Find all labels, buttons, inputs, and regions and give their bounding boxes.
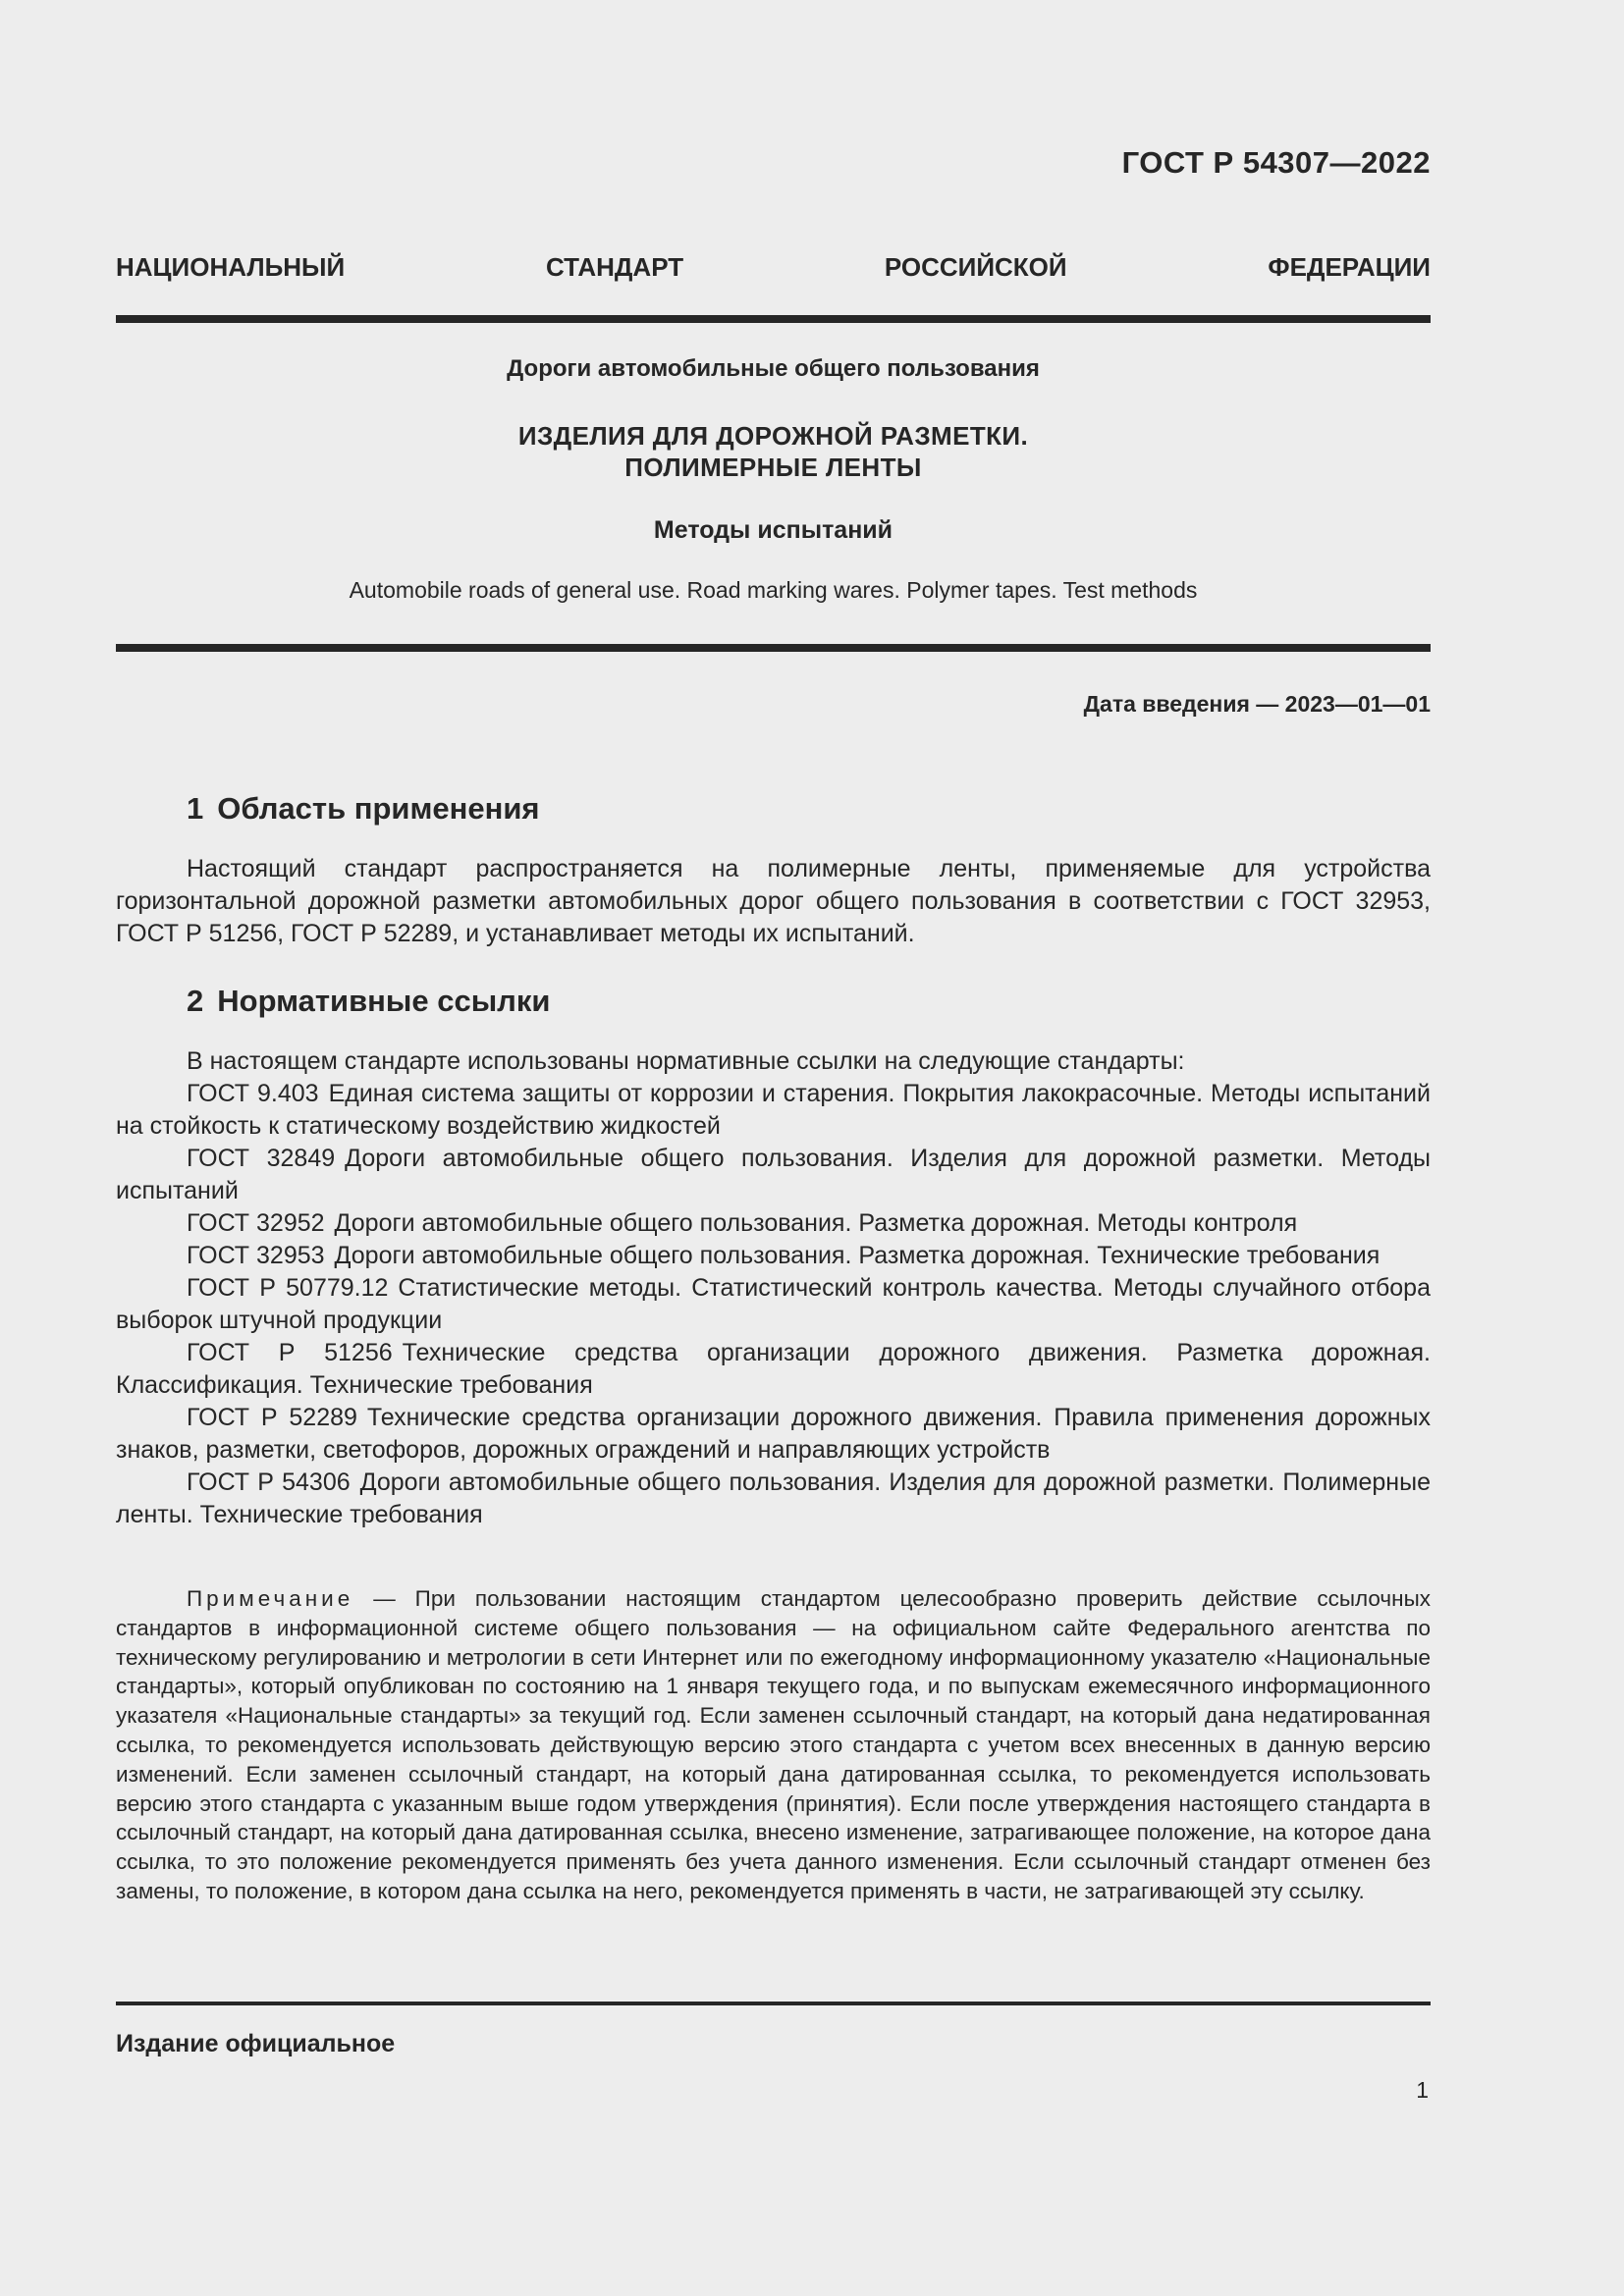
section-1-text: Настоящий стандарт распространяется на полимерные ленты, применяемые для устройства горизонтальной дорожной разметки автомобильных дорог общего пользования в соответствии с ГОСТ 32953, ГОСТ Р 51256, ГОСТ Р 52289, и устанавливает методы их испытаний. — [116, 855, 1431, 947]
reference-text: Статистические методы. Статистический контроль качества. Методы случайного отбора выборок штучной продукции — [116, 1274, 1431, 1334]
document-subtitle: Методы испытаний — [653, 516, 893, 544]
document-title-line-2: ПОЛИМЕРНЫЕ ЛЕНТЫ — [624, 453, 922, 482]
section-2-number: 2 — [187, 984, 204, 1018]
section-1-title: Область применения — [217, 791, 540, 826]
document-title-line-1: ИЗДЕЛИЯ ДЛЯ ДОРОЖНОЙ РАЗМЕТКИ. — [517, 421, 1029, 451]
section-2-title: Нормативные ссылки — [217, 984, 551, 1018]
reference-code: ГОСТ 32953 — [187, 1242, 325, 1269]
document-page — [116, 0, 1431, 2296]
reference-code: ГОСТ 9.403 — [187, 1080, 319, 1107]
footer-divider — [116, 2002, 1431, 2005]
document-subject: Дороги автомобильные общего пользования — [507, 355, 1040, 382]
reference-text: Единая система защиты от коррозии и старения. Покрытия лакокрасочные. Методы испытаний на стойкость к статическому воздействию жидкостей — [116, 1080, 1431, 1140]
reference-item — [116, 1207, 1431, 1240]
reference-text: Дороги автомобильные общего пользования. Разметка дорожная. Технические требования — [334, 1242, 1380, 1269]
reference-text: Технические средства организации дорожного движения. Правила применения дорожных знаков, разметки, светофоров, дорожных ограждений и направляющих устройств — [116, 1404, 1431, 1464]
references-intro: В настоящем стандарте использованы нормативные ссылки на следующие стандарты: — [187, 1047, 1185, 1075]
introduction-date: Дата введения — 2023—01—01 — [1083, 691, 1431, 717]
reference-text: Дороги автомобильные общего пользования. Разметка дорожная. Методы контроля — [334, 1209, 1298, 1237]
section-1-number: 1 — [187, 791, 204, 826]
standard-type-heading: НАЦИОНАЛЬНЫЙ СТАНДАРТ РОССИЙСКОЙ ФЕДЕРАЦИИ — [116, 252, 1431, 282]
reference-item — [116, 1467, 1431, 1531]
reference-code: ГОСТ Р 50779.12 — [187, 1274, 389, 1302]
english-title: Automobile roads of general use. Road marking wares. Polymer tapes. Test methods — [349, 577, 1198, 603]
reference-code: ГОСТ Р 54306 — [187, 1468, 351, 1496]
reference-item — [116, 1240, 1431, 1272]
note-text: — При пользовании настоящим стандартом целесообразно проверить действие ссылочных стандартов в информационной системе общего пользования — на официальном сайте Федерального агентства по техническому регулированию и метрологии в сети Интернет или по ежегодному информационному указателю «Национальные стандарты», который опубликован по состоянию на 1 января текущего года, и по выпускам ежемесячного информационного указателя «Национальные стандарты» за текущий год. Если заменен ссылочный стандарт, на который дана недатированная ссылка, то рекомендуется использовать действующую версию этого стандарта с учетом всех внесенных в данную версию изменений. Если заменен ссылочный стандарт, на который дана датированная ссылка, то рекомендуется использовать версию этого стандарта с указанным выше годом утверждения (принятия). Если после утверждения настоящего стандарта в ссылочный стандарт, на который дана датированная ссылка, внесено изменение, затрагивающее положение, на которое дана ссылка, то это положение рекомендуется применять без учета данного изменения. Если ссылочный стандарт отменен без замены, то положение, в котором дана ссылка на него, рекомендуется применять в части, не затрагивающей эту ссылку. — [116, 1586, 1431, 1903]
section-1-heading — [187, 791, 540, 827]
reference-text: Дороги автомобильные общего пользования. Изделия для дорожной разметки. Полимерные ленты. Технические требования — [116, 1468, 1431, 1528]
title-block-divider — [116, 644, 1431, 652]
page-number: 1 — [1416, 2077, 1429, 2103]
note-label: Примечание — [187, 1586, 354, 1611]
reference-item — [116, 1402, 1431, 1467]
reference-code: ГОСТ Р 52289 — [187, 1404, 357, 1431]
reference-item — [116, 1272, 1431, 1337]
references-note — [116, 1584, 1431, 1906]
document-title — [116, 420, 1431, 483]
standard-number: ГОСТ Р 54307—2022 — [1121, 145, 1431, 180]
reference-code: ГОСТ 32849 — [187, 1145, 336, 1172]
normative-references — [116, 1045, 1431, 1531]
reference-item — [116, 1078, 1431, 1143]
reference-item — [116, 1337, 1431, 1402]
reference-text: Дороги автомобильные общего пользования. Изделия для дорожной разметки. Методы испытаний — [116, 1145, 1432, 1204]
top-divider — [116, 315, 1431, 323]
official-edition-label: Издание официальное — [116, 2030, 396, 2057]
reference-code: ГОСТ 32952 — [187, 1209, 325, 1237]
section-2-heading — [187, 984, 550, 1019]
reference-text: Технические средства организации дорожного движения. Разметка дорожная. Классификация. Технические требования — [116, 1339, 1431, 1399]
reference-item — [116, 1143, 1431, 1207]
reference-code: ГОСТ Р 51256 — [187, 1339, 393, 1366]
